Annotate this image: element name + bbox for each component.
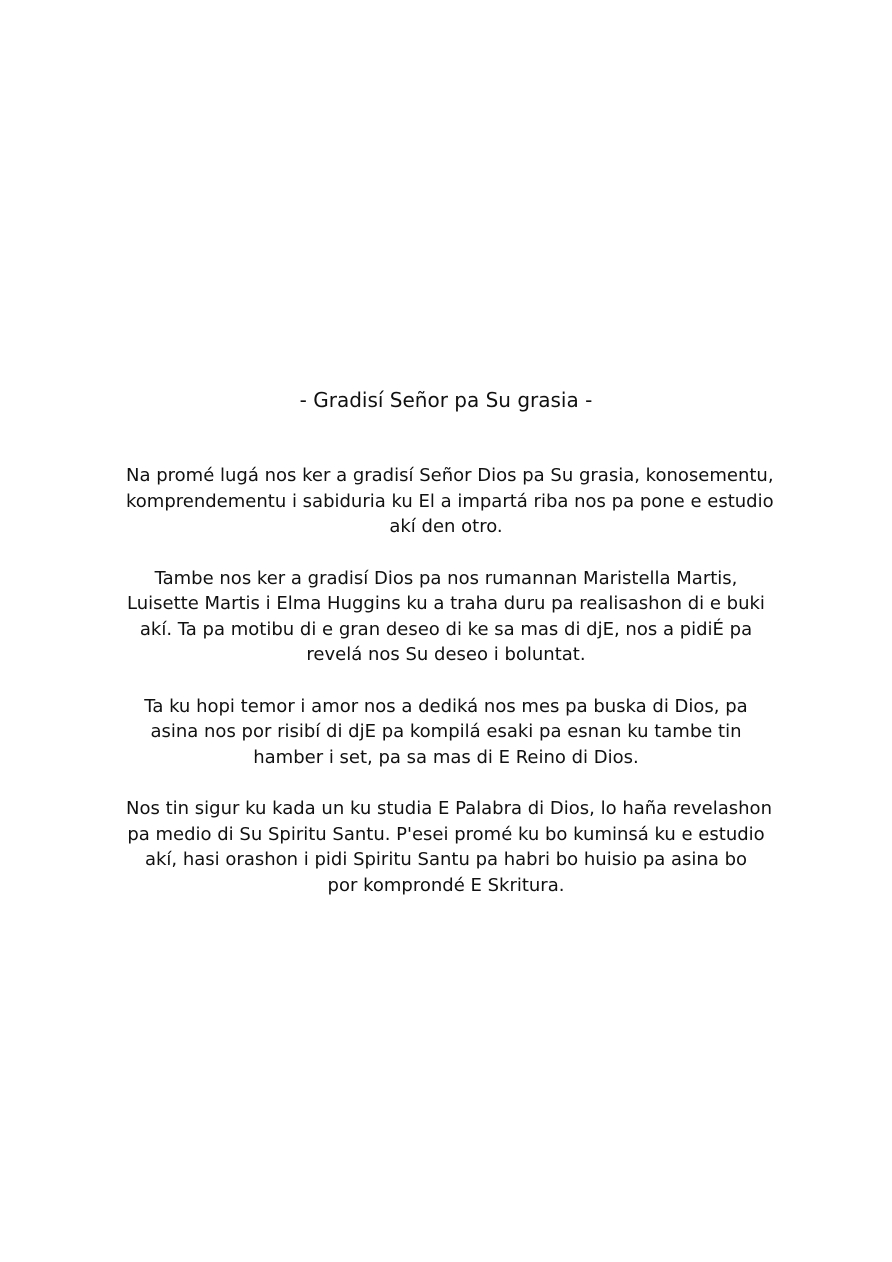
paragraph-3 [126,694,766,771]
paragraph-1 [126,463,774,540]
text-line: akí den otro. [389,516,503,537]
text-line: akí, hasi orashon i pidi Spiritu Santu pa habri bo huisio pa asina bo [144,849,748,870]
text-line: komprendementu i sabiduria ku El a impartá riba nos pa pone e estudio [126,490,774,512]
text-line: asina nos por risibí di djE pa kompilá esaki pa esnan ku tambe tin [150,721,742,742]
text-line: Nos tin sigur ku kada un ku studia E Palabra di Dios, lo haña revelashon [126,798,772,819]
paragraph-4 [126,796,772,898]
page-title: - Gradisí Señor pa Su grasia - [299,388,593,412]
text-line: akí. Ta pa motibu di e gran deseo di ke sa mas di djE, nos a pidiÉ pa [139,618,753,640]
text-line: Na promé lugá nos ker a gradisí Señor Dios pa Su grasia, konosementu, [126,465,774,486]
text-line: Luisette Martis i Elma Huggins ku a traha duru pa realisashon di e buki [127,593,765,614]
text-line: Tambe nos ker a gradisí Dios pa nos rumannan Maristella Martis, [154,567,738,589]
text-line: por komprondé E Skritura. [327,874,565,896]
text-line: pa medio di Su Spiritu Santu. P'esei promé ku bo kuminsá ku e estudio [127,823,765,845]
text-line: Ta ku hopi temor i amor nos a dediká nos mes pa buska di Dios, pa [144,695,748,717]
body-text [126,463,774,924]
text-line: hamber i set, pa sa mas di E Reino di Dios. [253,746,639,768]
text-line: revelá nos Su deseo i boluntat. [306,644,586,665]
paragraph-2 [126,566,766,668]
